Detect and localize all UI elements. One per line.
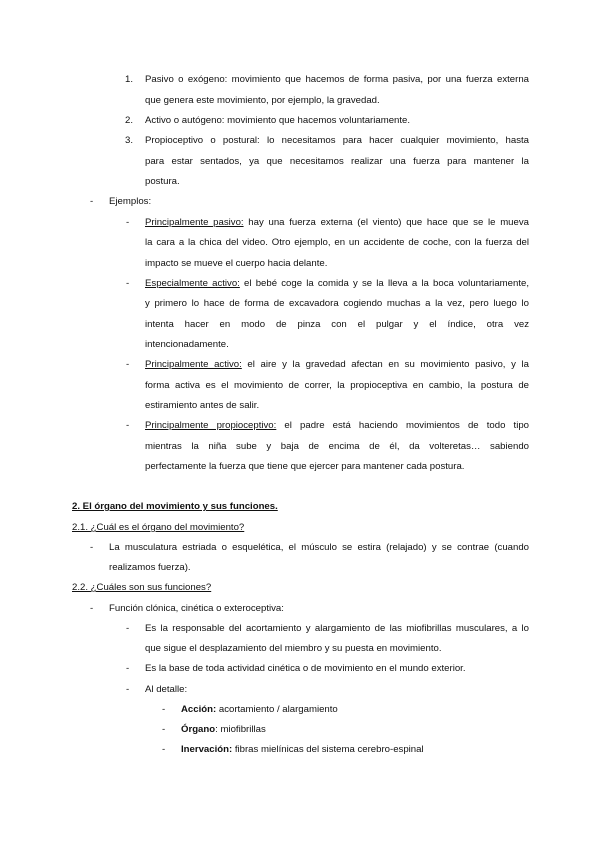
bullet-dash: - xyxy=(126,217,130,228)
detail-value: acortamiento / alargamiento xyxy=(216,704,338,715)
list-item-text: Pasivo o exógeno: movimiento que hacemos de forma pasiva, por una fuerza externa xyxy=(145,74,529,85)
detail-key: Órgano xyxy=(181,724,216,735)
detail-item xyxy=(181,724,266,736)
detail-item xyxy=(181,704,338,716)
list-item-text: para estar sentados, ya que necesitamos realizar una fuerza para mantener la xyxy=(145,156,529,167)
example-text: forma activa es el movimiento de correr, la propioceptiva en cambio, la postura de xyxy=(145,380,529,391)
function-label: Función clónica, cinética o exteroceptiva: xyxy=(109,603,284,614)
bullet-dash: - xyxy=(126,684,130,695)
bullet-dash: - xyxy=(126,278,130,289)
example-first-line xyxy=(145,217,529,229)
example-text: estiramiento antes de salir. xyxy=(145,400,260,411)
example-first-line xyxy=(145,278,529,290)
subsection-heading: 2.2. ¿Cuáles son sus funciones? xyxy=(72,582,212,593)
list-item-text: postura. xyxy=(145,176,180,187)
section-heading: 2. El órgano del movimiento y sus funciones. xyxy=(72,501,278,512)
example-text: el bebé coge la comida y se la lleva a la boca voluntariamente, xyxy=(239,278,529,289)
example-label: Especialmente activo: xyxy=(145,278,240,289)
bullet-dash: - xyxy=(162,704,166,715)
paragraph-line: Es la base de toda actividad cinética o de movimiento en el mundo exterior. xyxy=(145,663,466,674)
paragraph-line: La musculatura estriada o esquelética, el músculo se estira (relajado) y se contrae (cuando xyxy=(109,542,529,553)
example-text: el aire y la gravedad afectan en su movimiento pasivo, y la xyxy=(241,359,529,370)
detail-item xyxy=(181,744,424,756)
paragraph-line: que sigue el desplazamiento del miembro y su puesta en movimiento. xyxy=(145,643,442,654)
example-first-line xyxy=(145,359,529,371)
bullet-dash: - xyxy=(162,724,166,735)
example-text: y primero lo hace de forma de excavadora cogiendo muchas a la vez, pero luego lo xyxy=(145,298,529,309)
list-number: 2. xyxy=(125,115,134,126)
example-text: la cara a la chica del video. Otro ejemplo, en un accidente de coche, con la fuerza del xyxy=(145,237,529,248)
list-item-text: Activo o autógeno: movimiento que hacemos voluntariamente. xyxy=(145,115,411,126)
bullet-dash: - xyxy=(126,663,130,674)
example-first-line xyxy=(145,420,529,432)
list-number: 3. xyxy=(125,135,134,146)
example-text: hay una fuerza externa (el viento) que hace que se le mueva xyxy=(243,217,529,228)
list-item-text: que genera este movimiento, por ejemplo, la gravedad. xyxy=(145,95,380,106)
example-text: impacto se mueve el cuerpo hacia delante. xyxy=(145,258,328,269)
detail-label: Al detalle: xyxy=(145,684,188,695)
example-label: Principalmente propioceptivo: xyxy=(145,420,277,431)
detail-value: : miofibrillas xyxy=(215,724,266,735)
examples-heading: Ejemplos: xyxy=(109,196,152,207)
example-label: Principalmente pasivo: xyxy=(145,217,244,228)
list-item-text: Propioceptivo o postural: lo necesitamos para hacer cualquier movimiento, hasta xyxy=(145,135,529,146)
paragraph-line: realizamos fuerza). xyxy=(109,562,191,573)
example-text: mientras la niña sube y baja de encima de él, da volteretas… sabiendo xyxy=(145,441,529,452)
detail-key: Acción: xyxy=(181,704,217,715)
detail-value: fibras mielínicas del sistema cerebro-espinal xyxy=(232,744,424,755)
bullet-dash: - xyxy=(90,542,94,553)
example-text: perfectamente la fuerza que tiene que ejercer para mantener cada postura. xyxy=(145,461,465,472)
example-text: el padre está haciendo movimientos de todo tipo xyxy=(276,420,529,431)
bullet-dash: - xyxy=(126,420,130,431)
bullet-dash: - xyxy=(126,623,130,634)
paragraph-line: Es la responsable del acortamiento y alargamiento de las miofibrillas musculares, a lo xyxy=(145,623,529,634)
list-number: 1. xyxy=(125,74,134,85)
detail-key: Inervación: xyxy=(181,744,233,755)
example-text: intencionadamente. xyxy=(145,339,229,350)
bullet-dash: - xyxy=(90,196,94,207)
bullet-dash: - xyxy=(162,744,166,755)
example-text: intenta hacer en modo de pinza con el pulgar y el índice, otra vez xyxy=(145,319,529,330)
bullet-dash: - xyxy=(90,603,94,614)
bullet-dash: - xyxy=(126,359,130,370)
example-label: Principalmente activo: xyxy=(145,359,242,370)
subsection-heading: 2.1. ¿Cuál es el órgano del movimiento? xyxy=(72,522,245,533)
